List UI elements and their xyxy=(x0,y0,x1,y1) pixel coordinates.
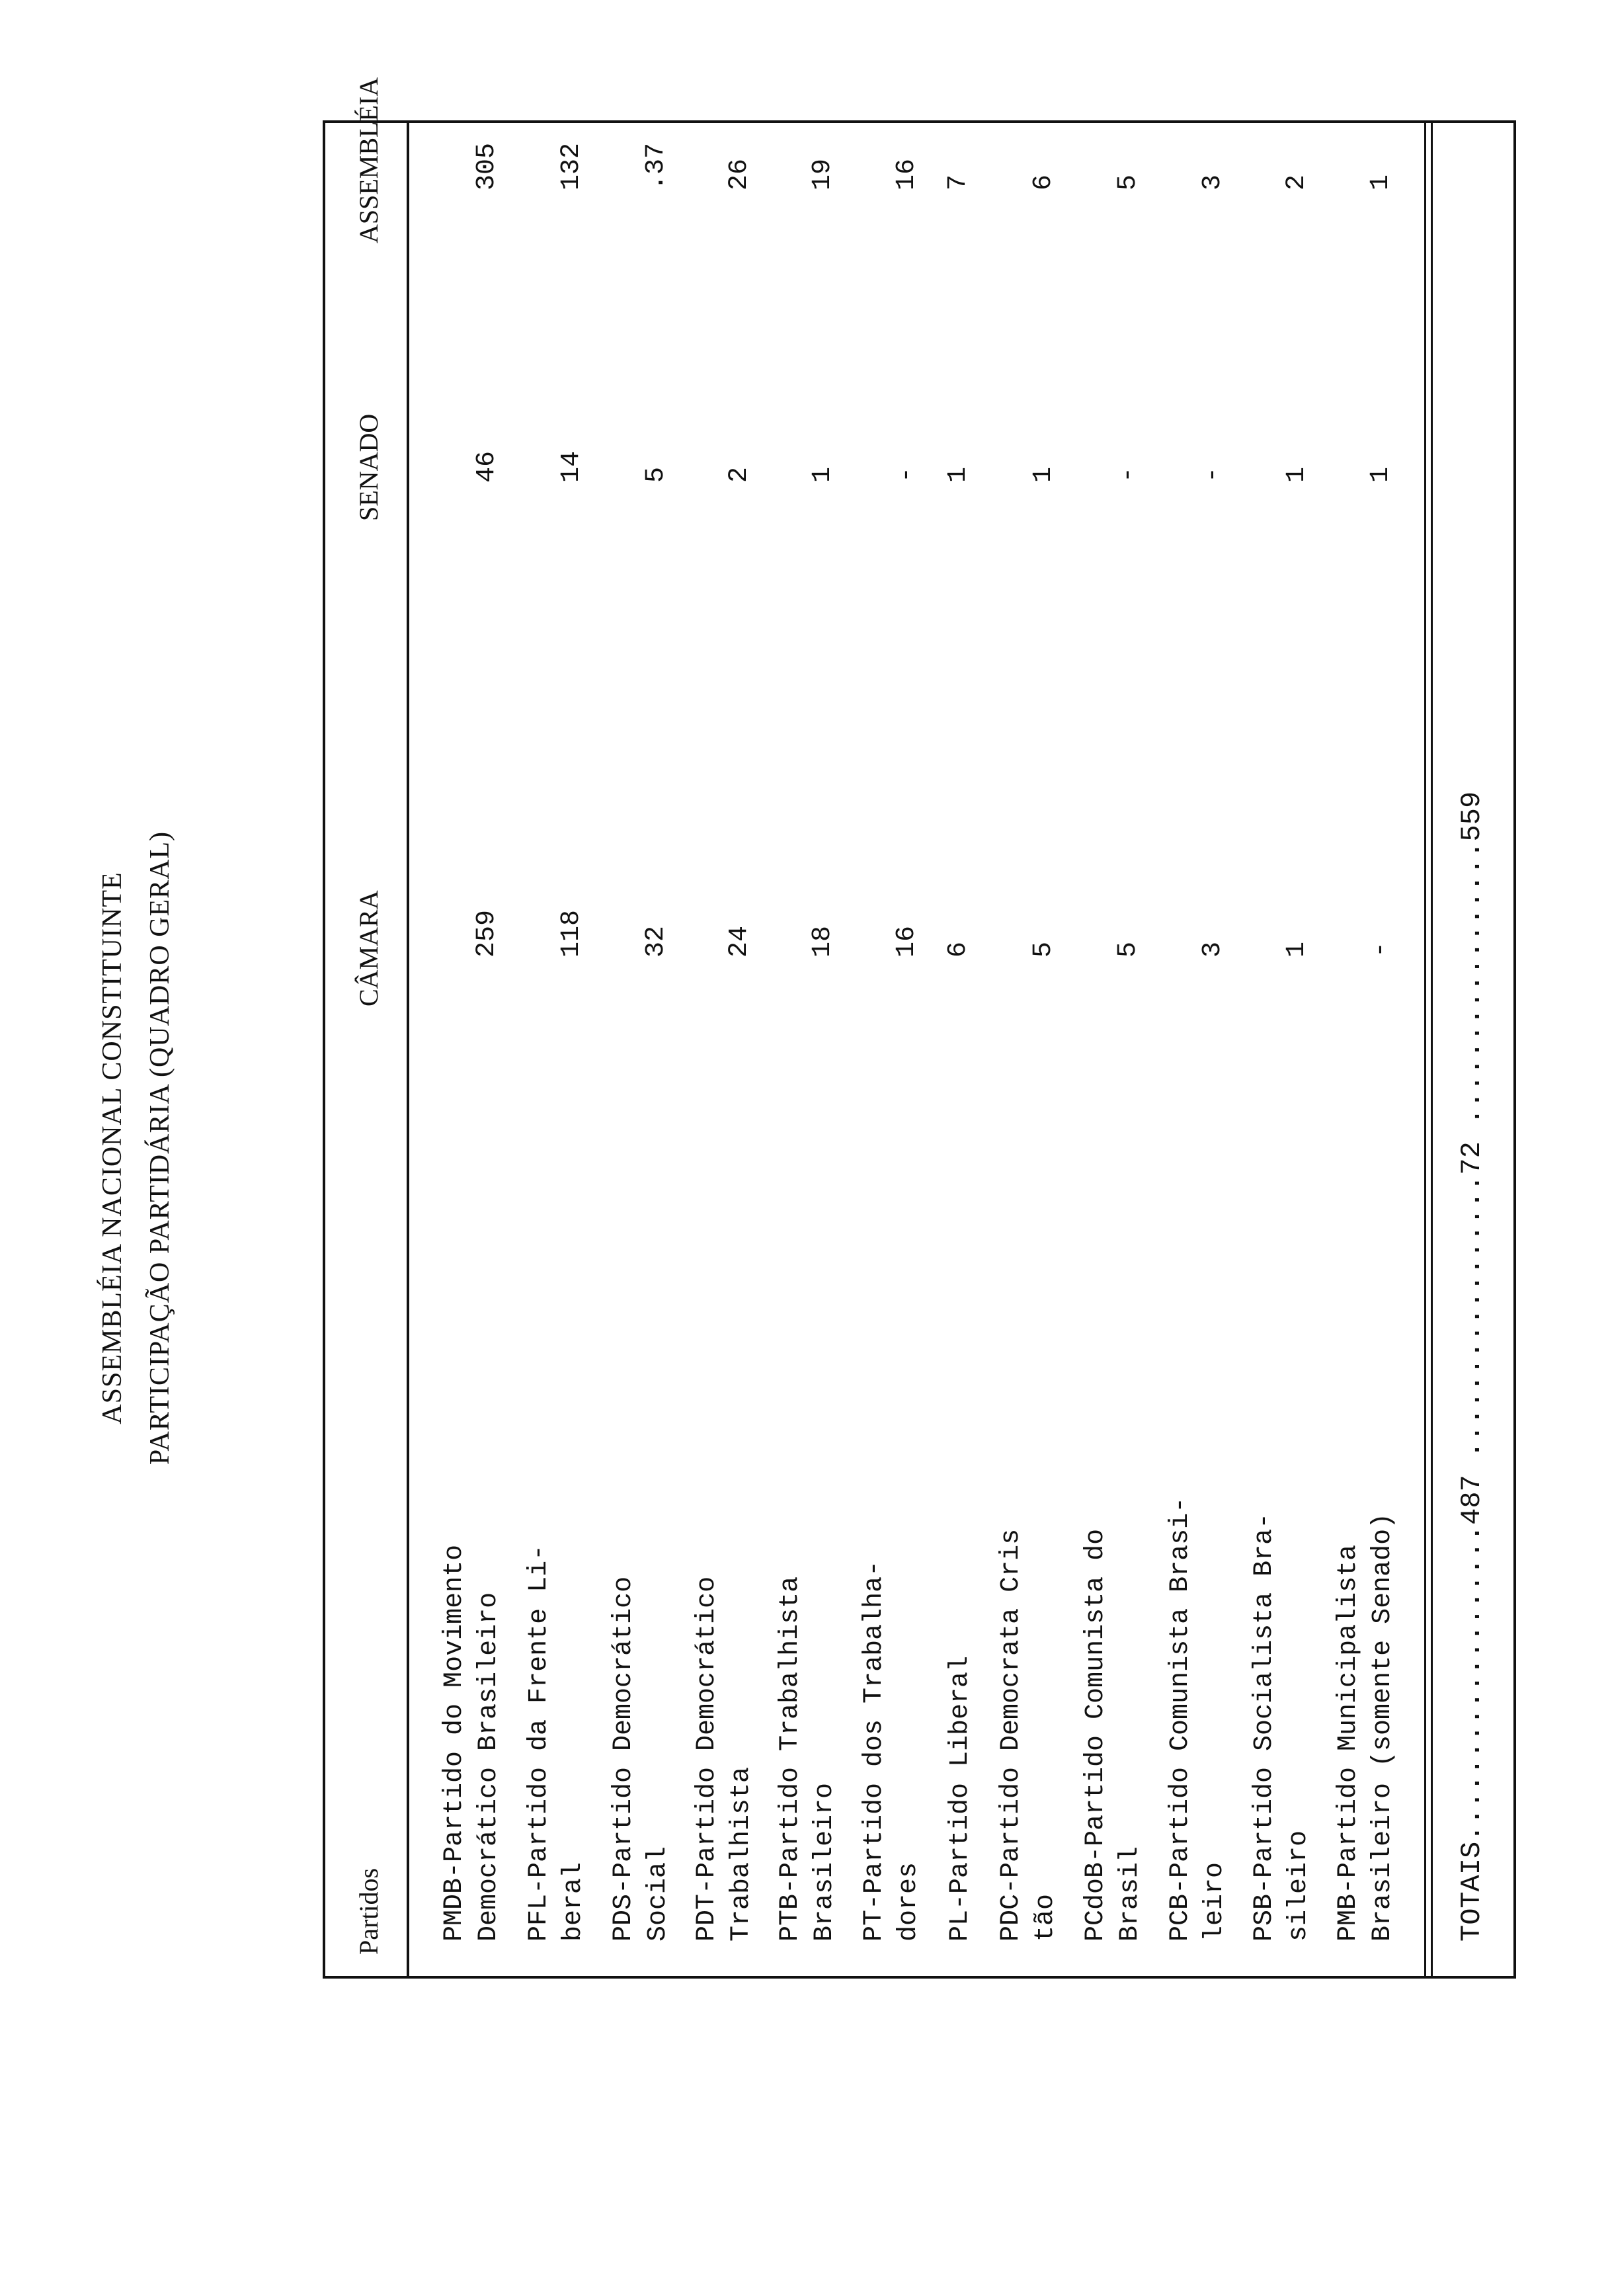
camara-value: 24 xyxy=(725,925,754,958)
totals-label: TOTAIS xyxy=(1456,1841,1488,1942)
camara-value: 16 xyxy=(892,925,922,958)
camara-value: 259 xyxy=(472,909,502,958)
totals-assembleia: 559 xyxy=(1456,791,1488,842)
totals-senado: 72 xyxy=(1456,1141,1488,1175)
assembleia-value: 26 xyxy=(725,158,754,190)
totals-leader-dots: ................. xyxy=(1456,841,1488,1142)
senado-value: 5 xyxy=(641,466,671,483)
party-name: PMDB-Partido do Movimento Democrático Brasileiro xyxy=(440,1544,504,1942)
senado-value: 1 xyxy=(1366,466,1396,483)
senado-value: 1 xyxy=(1282,466,1312,483)
assembleia-value: 305 xyxy=(472,142,502,190)
camara-value: 118 xyxy=(557,909,586,958)
header-camara: CÂMARA xyxy=(354,890,383,1006)
assembleia-value: 6 xyxy=(1029,174,1059,190)
party-name: PDT-Partido Democrático Trabalhista xyxy=(692,1576,756,1942)
assembleia-value: 1 xyxy=(1366,174,1396,190)
camara-value: 1 xyxy=(1282,941,1312,958)
party-table xyxy=(323,77,1516,1979)
document-title: ASSEMBLÉIA NACIONAL CONSTITUINTE xyxy=(97,872,128,1424)
totals-divider xyxy=(1424,123,1426,1976)
totals-camara: 487 xyxy=(1456,1475,1488,1525)
assembleia-value: 2 xyxy=(1282,174,1312,190)
assembleia-value: 3 xyxy=(1198,174,1228,190)
assembleia-value: 7 xyxy=(944,174,973,190)
party-name: PDS-Partido Democrático Social xyxy=(609,1576,673,1942)
party-name: PMB-Partido Municipalista Brasileiro (somente Senado) xyxy=(1334,1512,1398,1942)
senado-value: 46 xyxy=(472,450,502,483)
party-name: PTB-Partido Trabalhista Brasileiro xyxy=(776,1576,840,1942)
camara-value: 5 xyxy=(1029,941,1059,958)
totals-leader-dots: ................. xyxy=(1456,1174,1488,1475)
party-name: PCB-Partido Comunista Brasi- leiro xyxy=(1166,1496,1230,1942)
party-name: PDC-Partido Democrata Cris tão xyxy=(996,1528,1061,1942)
senado-value: 14 xyxy=(557,450,586,483)
senado-value: 1 xyxy=(808,466,838,483)
camara-value: 5 xyxy=(1113,941,1143,958)
assembleia-value: 5 xyxy=(1113,174,1143,190)
senado-value: - xyxy=(892,466,922,483)
camara-value: 18 xyxy=(808,925,838,958)
party-name: PFL-Partido da Frente Li- beral xyxy=(524,1544,588,1942)
assembleia-value: 16 xyxy=(892,158,922,190)
senado-value: - xyxy=(1198,466,1228,483)
totals-leader-dots: ................... xyxy=(1456,1524,1488,1842)
senado-value: 1 xyxy=(1029,466,1059,483)
party-name: PL-Partido Liberal xyxy=(945,1655,975,1942)
camara-value: 3 xyxy=(1198,941,1228,958)
party-name: PSB-Partido Socialista Bra- sileiro xyxy=(1250,1512,1314,1942)
camara-value: - xyxy=(1366,941,1396,958)
header-divider xyxy=(407,123,409,1976)
totals-divider-double xyxy=(1431,123,1433,1976)
camara-value: 32 xyxy=(641,925,671,958)
senado-value: - xyxy=(1113,466,1143,483)
camara-value: 6 xyxy=(944,941,973,958)
party-name: PT-Partido dos Trabalha- dores xyxy=(860,1560,924,1942)
header-senado: SENADO xyxy=(354,413,383,521)
assembleia-value: .37 xyxy=(641,142,671,190)
header-partidos: Partidos xyxy=(354,1867,383,1955)
party-name: PCdoB-Partido Comunista do Brasil xyxy=(1081,1528,1145,1942)
document-subtitle: PARTICIPAÇÃO PARTIDÁRIA (QUADRO GERAL) xyxy=(145,831,175,1465)
senado-value: 1 xyxy=(944,466,973,483)
assembleia-value: 19 xyxy=(808,158,838,190)
totals-row xyxy=(1456,792,1488,1942)
senado-value: 2 xyxy=(725,466,754,483)
assembleia-value: 132 xyxy=(557,142,586,190)
header-assembleia: ASSEMBLÉIA xyxy=(354,77,383,243)
